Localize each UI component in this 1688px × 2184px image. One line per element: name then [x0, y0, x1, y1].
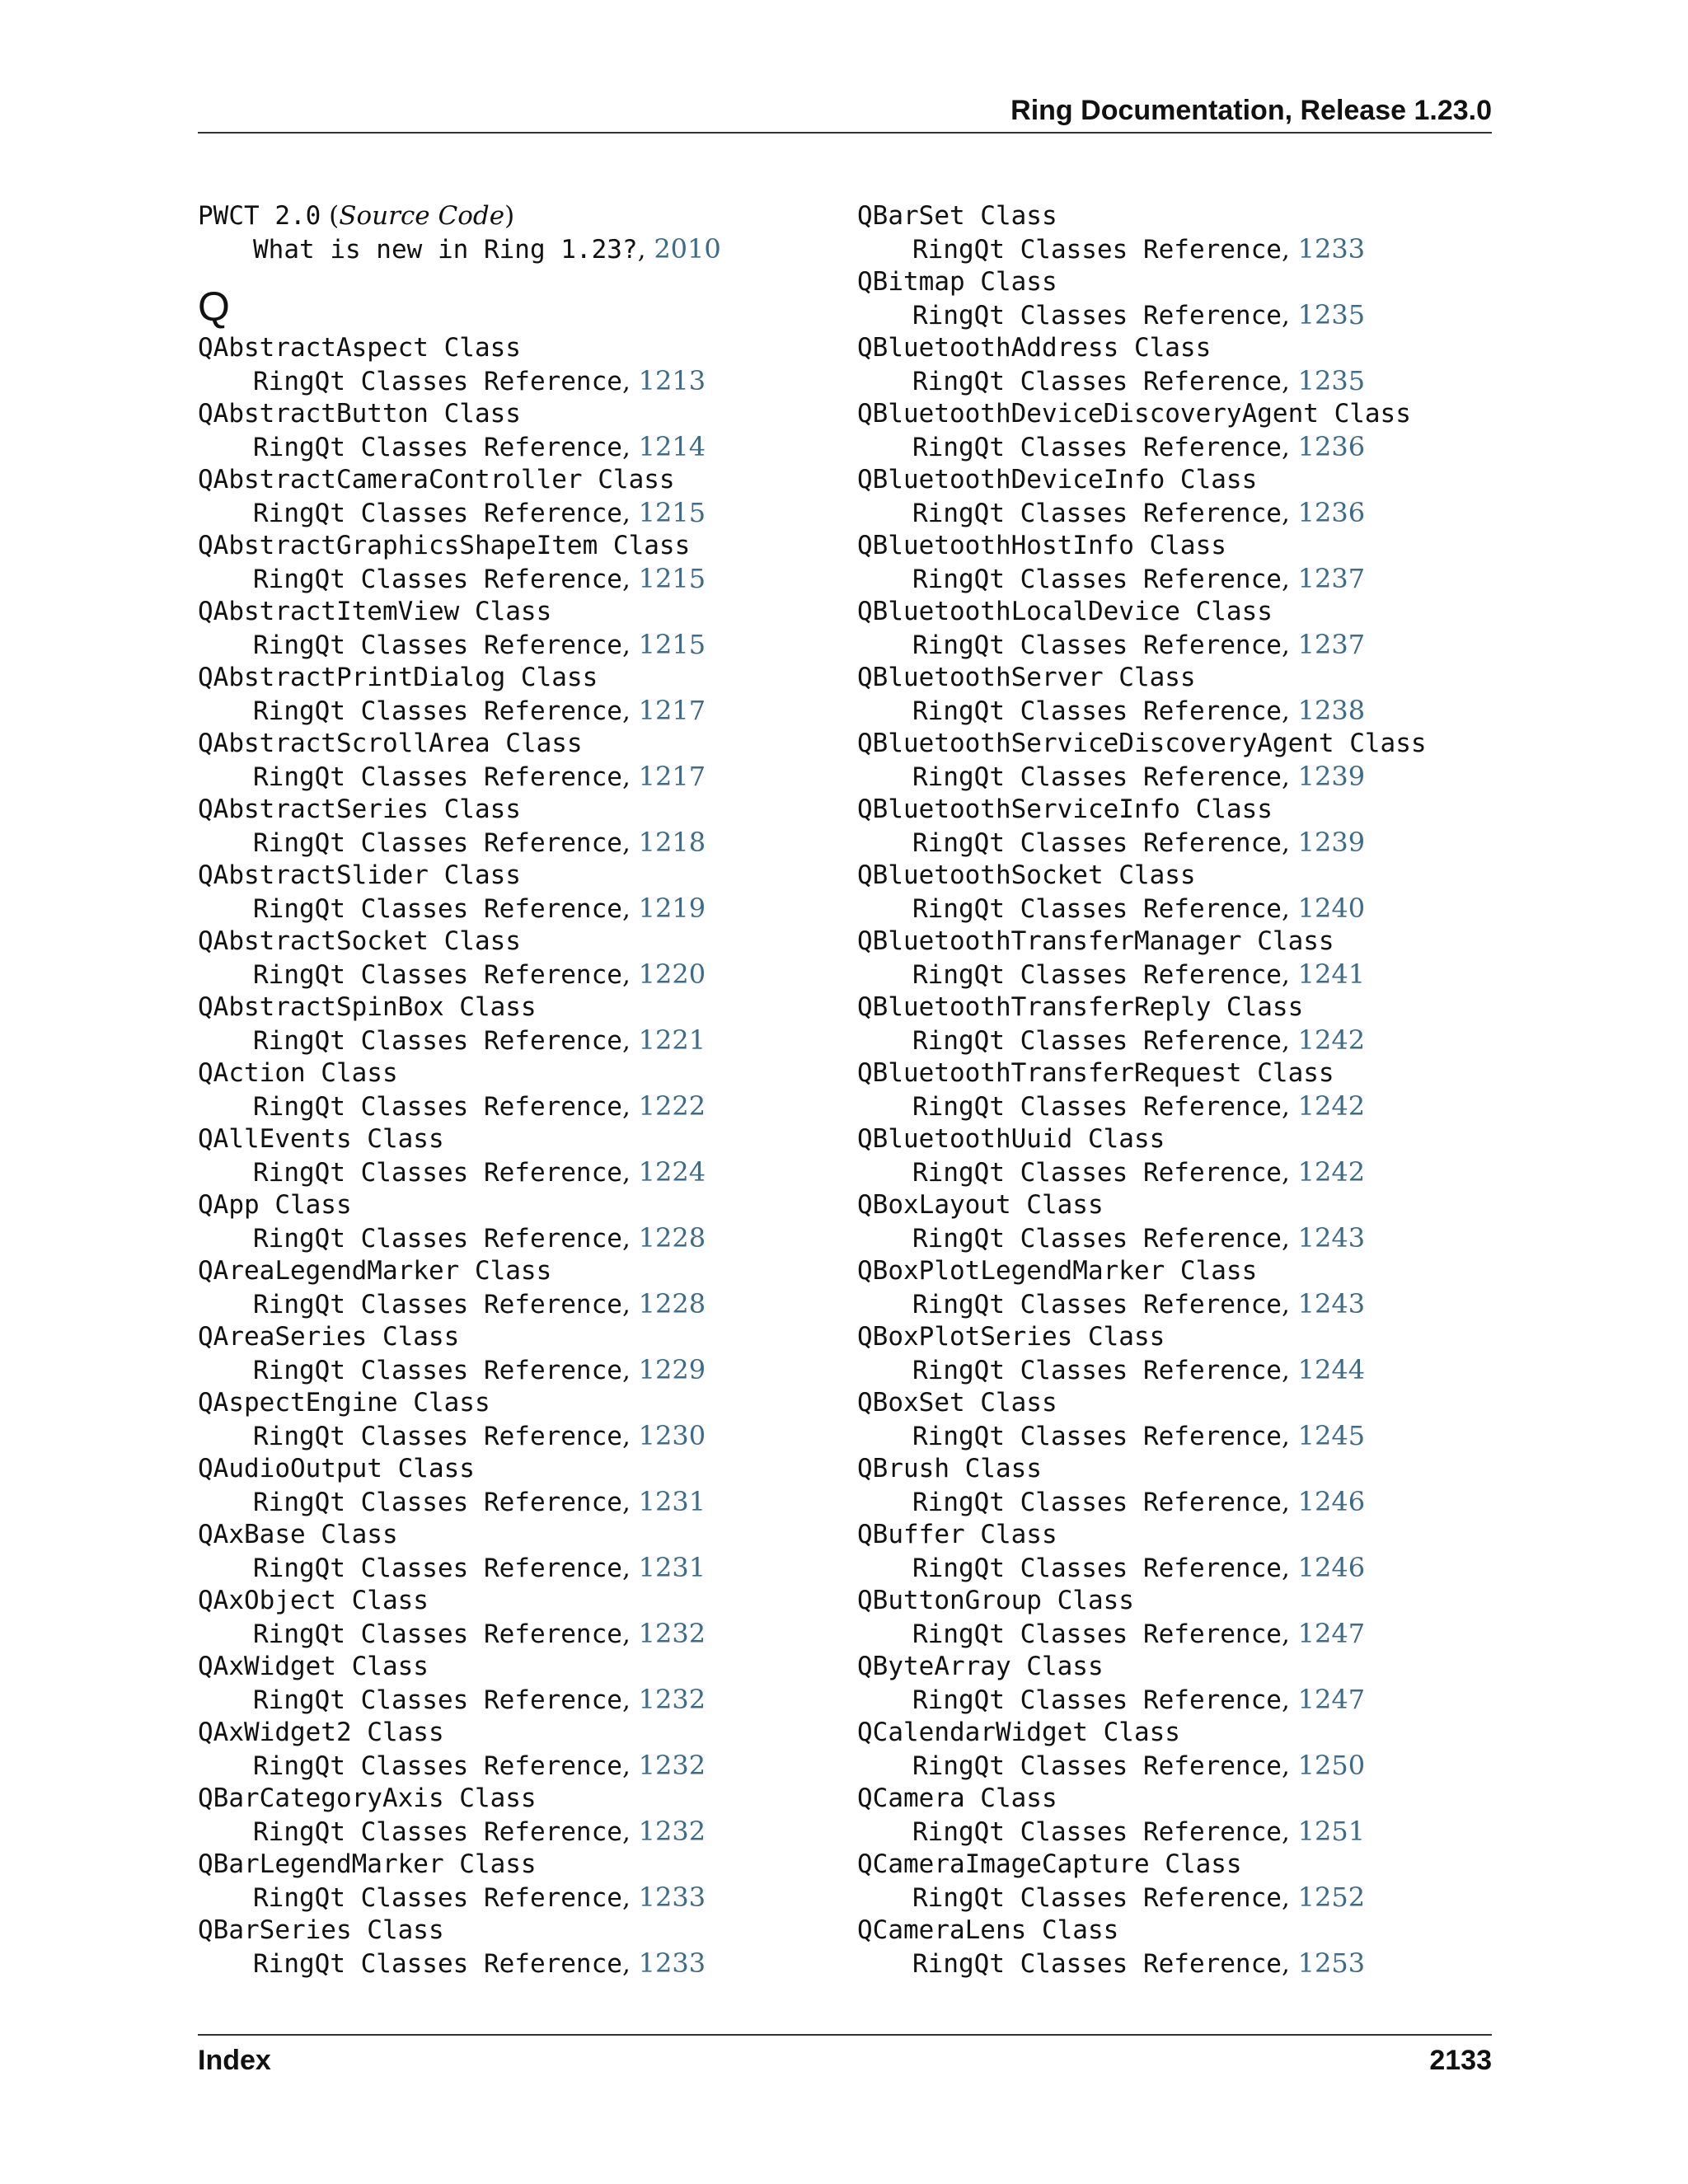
page-link[interactable]: 1222 — [638, 1090, 706, 1122]
reference-separator: , — [1281, 301, 1298, 330]
page-link[interactable]: 1237 — [1297, 563, 1366, 594]
index-reference — [198, 628, 849, 661]
index-term: QAreaSeries Class — [198, 1322, 460, 1352]
index-reference — [198, 1749, 849, 1782]
index-term: PWCT 2.0 (Source Code) — [198, 201, 515, 231]
reference-text: RingQt Classes Reference — [253, 1224, 622, 1254]
index-reference — [857, 1221, 1508, 1254]
reference-separator: , — [1281, 894, 1298, 924]
index-term: QBoxSet Class — [857, 1388, 1057, 1418]
page-link[interactable]: 1232 — [638, 1816, 706, 1847]
index-reference — [857, 760, 1508, 793]
index-reference — [198, 364, 849, 397]
reference-separator: , — [621, 1356, 639, 1385]
page-link[interactable]: 1242 — [1297, 1024, 1366, 1056]
reference-text: RingQt Classes Reference — [912, 1488, 1282, 1517]
page-link[interactable]: 1219 — [638, 893, 706, 924]
reference-text: RingQt Classes Reference — [912, 367, 1282, 396]
reference-text: RingQt Classes Reference — [912, 1554, 1282, 1583]
page-link[interactable]: 1238 — [1297, 695, 1366, 726]
page-link[interactable]: 1229 — [638, 1354, 706, 1385]
index-reference — [857, 1749, 1508, 1782]
reference-text: RingQt Classes Reference — [253, 630, 622, 660]
index-term: QCameraImageCapture Class — [857, 1849, 1242, 1879]
index-term: QBluetoothTransferRequest Class — [857, 1058, 1334, 1088]
reference-text: RingQt Classes Reference — [912, 1751, 1282, 1781]
index-term: QBluetoothServiceDiscoveryAgent Class — [857, 729, 1427, 758]
index-term: QAreaLegendMarker Class — [198, 1256, 552, 1286]
index-term: QBarCategoryAxis Class — [198, 1783, 537, 1813]
page-link[interactable]: 1215 — [638, 497, 706, 528]
index-term: QBluetoothUuid Class — [857, 1124, 1165, 1154]
reference-separator: , — [621, 1026, 639, 1056]
reference-text: RingQt Classes Reference — [912, 894, 1282, 924]
reference-text: RingQt Classes Reference — [253, 1158, 622, 1188]
reference-text: RingQt Classes Reference — [253, 762, 622, 792]
index-reference — [857, 1551, 1508, 1584]
index-reference — [857, 562, 1508, 595]
reference-text: RingQt Classes Reference — [912, 1290, 1282, 1319]
index-term: QBoxLayout Class — [857, 1190, 1104, 1220]
reference-separator: , — [621, 762, 639, 792]
reference-text: RingQt Classes Reference — [912, 828, 1282, 858]
reference-text: RingQt Classes Reference — [912, 499, 1282, 528]
reference-separator: , — [621, 960, 639, 990]
page-link[interactable]: 1233 — [638, 1882, 706, 1913]
reference-text: RingQt Classes Reference — [253, 1422, 622, 1451]
index-reference — [857, 1485, 1508, 1518]
reference-separator: , — [621, 1619, 639, 1649]
reference-text: RingQt Classes Reference — [253, 1290, 622, 1319]
page-link[interactable]: 1213 — [638, 365, 706, 396]
index-term: QAbstractButton Class — [198, 399, 521, 429]
footer-section: Index — [198, 2045, 271, 2076]
index-reference — [198, 1419, 849, 1452]
index-reference — [198, 892, 849, 925]
index-term: QAbstractCameraController Class — [198, 465, 675, 494]
reference-separator: , — [1281, 1883, 1298, 1913]
reference-text: RingQt Classes Reference — [912, 565, 1282, 594]
page-link[interactable]: 1251 — [1297, 1816, 1366, 1847]
reference-text: RingQt Classes Reference — [912, 1092, 1282, 1122]
reference-separator: , — [1281, 1356, 1298, 1385]
reference-separator: , — [1281, 1751, 1298, 1781]
page-link[interactable]: 1236 — [1297, 497, 1366, 528]
index-reference — [857, 1815, 1508, 1848]
index-reference — [198, 430, 849, 463]
reference-separator: , — [621, 1158, 639, 1188]
index-reference — [198, 1551, 849, 1584]
reference-separator: , — [1281, 1422, 1298, 1451]
index-reference — [198, 958, 849, 991]
index-reference — [198, 1881, 849, 1914]
index-term: QAxWidget2 Class — [198, 1718, 444, 1747]
index-reference — [857, 628, 1508, 661]
reference-text: RingQt Classes Reference — [912, 960, 1282, 990]
index-reference — [198, 694, 849, 727]
reference-text: RingQt Classes Reference — [253, 1751, 622, 1781]
reference-text: RingQt Classes Reference — [253, 1488, 622, 1517]
index-reference — [198, 1155, 849, 1188]
index-reference — [198, 1815, 849, 1848]
index-term: QAudioOutput Class — [198, 1454, 475, 1483]
index-term: QByteArray Class — [857, 1652, 1104, 1681]
page-link[interactable]: 1215 — [638, 563, 706, 594]
page-link[interactable]: 1220 — [638, 958, 706, 990]
page-link[interactable]: 1239 — [1297, 827, 1366, 858]
index-reference — [198, 760, 849, 793]
reference-separator: , — [1281, 696, 1298, 726]
index-reference — [198, 1947, 849, 1980]
index-reference — [857, 694, 1508, 727]
page-header — [198, 89, 1492, 134]
reference-separator: , — [1281, 1817, 1298, 1847]
page-link[interactable]: 1233 — [638, 1947, 706, 1979]
page-link[interactable]: 1230 — [638, 1420, 706, 1451]
page-link[interactable]: 1215 — [638, 629, 706, 660]
reference-text: RingQt Classes Reference — [912, 1224, 1282, 1254]
page-link[interactable]: 1232 — [638, 1684, 706, 1715]
page-link[interactable]: 1214 — [638, 431, 706, 462]
index-reference — [198, 1090, 849, 1122]
index-reference — [198, 1024, 849, 1057]
reference-separator: , — [621, 1751, 639, 1781]
index-reference — [198, 1221, 849, 1254]
reference-text: RingQt Classes Reference — [912, 1356, 1282, 1385]
reference-separator: , — [621, 696, 639, 726]
page-link[interactable]: 1235 — [1297, 365, 1366, 396]
reference-text: RingQt Classes Reference — [912, 235, 1282, 265]
reference-separator: , — [621, 1422, 639, 1451]
page-link[interactable]: 1241 — [1297, 958, 1366, 990]
reference-text: RingQt Classes Reference — [912, 630, 1282, 660]
page-link[interactable]: 1244 — [1297, 1354, 1366, 1385]
reference-separator: , — [1281, 235, 1298, 265]
reference-separator: , — [621, 1554, 639, 1583]
index-reference — [857, 892, 1508, 925]
index-reference — [198, 1485, 849, 1518]
index-reference — [198, 1617, 849, 1650]
index-column-right — [857, 199, 1508, 1980]
reference-separator: , — [1281, 1026, 1298, 1056]
page-link[interactable]: 1228 — [638, 1222, 706, 1254]
page-link[interactable]: 2010 — [654, 233, 721, 265]
index-entries-right — [857, 199, 1508, 1980]
page-link[interactable]: 1246 — [1297, 1486, 1366, 1517]
reference-text: RingQt Classes Reference — [912, 1619, 1282, 1649]
page-link[interactable]: 1228 — [638, 1288, 706, 1319]
reference-separator: , — [621, 1290, 639, 1319]
reference-text: RingQt Classes Reference — [253, 960, 622, 990]
reference-separator: , — [1281, 1224, 1298, 1254]
reference-text: RingQt Classes Reference — [253, 1817, 622, 1847]
page-link[interactable]: 1240 — [1297, 893, 1366, 924]
reference-text: RingQt Classes Reference — [253, 696, 622, 726]
index-reference: What is new in Ring 1.23?, 2010 — [253, 233, 721, 265]
index-reference — [857, 364, 1508, 397]
index-term: QBarSeries Class — [198, 1915, 444, 1945]
reference-text: RingQt Classes Reference — [912, 762, 1282, 792]
index-term: QBoxPlotLegendMarker Class — [857, 1256, 1258, 1286]
reference-separator: , — [621, 1224, 639, 1254]
index-term: QAxWidget Class — [198, 1652, 429, 1681]
reference-text: RingQt Classes Reference — [253, 367, 622, 396]
index-reference — [857, 1947, 1508, 1980]
page-link[interactable]: 1250 — [1297, 1750, 1366, 1781]
reference-text: RingQt Classes Reference — [253, 1685, 622, 1715]
document-title: Ring Documentation, Release 1.23.0 — [1010, 95, 1492, 126]
index-term: QAbstractItemView Class — [198, 597, 552, 626]
index-reference — [198, 496, 849, 529]
index-term: QButtonGroup Class — [857, 1586, 1134, 1615]
reference-separator: , — [621, 1092, 639, 1122]
reference-text: RingQt Classes Reference — [912, 301, 1282, 330]
reference-separator: , — [621, 367, 639, 396]
page-footer — [198, 2034, 1492, 2082]
reference-separator: , — [621, 828, 639, 858]
page-link[interactable]: 1243 — [1297, 1288, 1366, 1319]
reference-text: RingQt Classes Reference — [253, 1949, 622, 1979]
reference-separator: , — [1281, 499, 1298, 528]
page-link[interactable]: 1245 — [1297, 1420, 1366, 1451]
index-term: QBrush Class — [857, 1454, 1042, 1483]
index-term: QAbstractSocket Class — [198, 926, 521, 956]
index-term: QBuffer Class — [857, 1520, 1057, 1549]
reference-text: RingQt Classes Reference — [912, 433, 1282, 462]
index-term: QAbstractPrintDialog Class — [198, 663, 598, 692]
reference-separator: , — [1281, 565, 1298, 594]
reference-text: RingQt Classes Reference — [912, 1883, 1282, 1913]
reference-separator: , — [621, 1949, 639, 1979]
index-reference — [857, 1881, 1508, 1914]
reference-separator: , — [1281, 1554, 1298, 1583]
index-term: QBluetoothLocalDevice Class — [857, 597, 1273, 626]
reference-separator: , — [621, 894, 639, 924]
reference-text: RingQt Classes Reference — [253, 565, 622, 594]
reference-separator: , — [621, 565, 639, 594]
reference-text: RingQt Classes Reference — [253, 894, 622, 924]
page-link[interactable]: 1253 — [1297, 1947, 1366, 1979]
page-link[interactable]: 1246 — [1297, 1552, 1366, 1583]
page-link[interactable]: 1232 — [638, 1618, 706, 1649]
page-link[interactable]: 1217 — [638, 695, 706, 726]
index-term: QAspectEngine Class — [198, 1388, 490, 1418]
page-link[interactable]: 1242 — [1297, 1090, 1366, 1122]
index-term: QAxObject Class — [198, 1586, 429, 1615]
index-entries-left — [198, 331, 849, 1980]
reference-text: RingQt Classes Reference — [912, 1026, 1282, 1056]
index-term: QBluetoothDeviceInfo Class — [857, 465, 1258, 494]
reference-separator: , — [621, 630, 639, 660]
page-link[interactable]: 1231 — [638, 1552, 706, 1583]
index-term: QAbstractGraphicsShapeItem Class — [198, 531, 691, 560]
reference-text: RingQt Classes Reference — [253, 1092, 622, 1122]
reference-text: RingQt Classes Reference — [253, 433, 622, 462]
reference-separator: , — [1281, 960, 1298, 990]
page-link[interactable]: 1236 — [1297, 431, 1366, 462]
index-term: QBluetoothTransferReply Class — [857, 992, 1304, 1022]
index-reference — [198, 1287, 849, 1320]
reference-text: RingQt Classes Reference — [253, 1554, 622, 1583]
reference-separator: , — [621, 1883, 639, 1913]
reference-separator: , — [1281, 1619, 1298, 1649]
page-link[interactable]: 1247 — [1297, 1618, 1366, 1649]
index-reference — [857, 1287, 1508, 1320]
footer-page-number: 2133 — [1429, 2045, 1492, 2076]
reference-separator: , — [1281, 828, 1298, 858]
index-reference — [857, 298, 1508, 331]
reference-separator: , — [1281, 433, 1298, 462]
index-term: QBluetoothAddress Class — [857, 333, 1212, 363]
page-link[interactable]: 1217 — [638, 761, 706, 792]
reference-separator: , — [1281, 1092, 1298, 1122]
index-reference — [857, 1683, 1508, 1716]
page-link[interactable]: 1231 — [638, 1486, 706, 1517]
reference-separator: , — [1281, 1158, 1298, 1188]
reference-separator: , — [621, 1817, 639, 1847]
index-term: QBarLegendMarker Class — [198, 1849, 537, 1879]
index-term: QBarSet Class — [857, 201, 1057, 231]
source-code-label: Source Code — [339, 201, 505, 231]
reference-text: RingQt Classes Reference — [253, 828, 622, 858]
reference-text: RingQt Classes Reference — [912, 1685, 1282, 1715]
page-link[interactable]: 1235 — [1297, 299, 1366, 330]
page-link[interactable]: 1239 — [1297, 761, 1366, 792]
reference-separator: , — [621, 1685, 639, 1715]
reference-text: RingQt Classes Reference — [253, 499, 622, 528]
index-reference — [198, 826, 849, 859]
reference-text: RingQt Classes Reference — [253, 1619, 622, 1649]
index-letter-heading: Q — [198, 284, 230, 330]
page-link[interactable]: 1232 — [638, 1750, 706, 1781]
index-term: QBluetoothTransferManager Class — [857, 926, 1334, 956]
index-reference — [857, 1617, 1508, 1650]
index-term: QBluetoothHostInfo Class — [857, 531, 1226, 560]
index-term: QAbstractSpinBox Class — [198, 992, 537, 1022]
index-reference — [198, 1353, 849, 1386]
page-link[interactable]: 1221 — [638, 1024, 706, 1056]
index-reference — [857, 826, 1508, 859]
page-link[interactable]: 1237 — [1297, 629, 1366, 660]
index-term: QAxBase Class — [198, 1520, 398, 1549]
index-term: QBluetoothServiceInfo Class — [857, 794, 1273, 824]
reference-text: RingQt Classes Reference — [912, 1817, 1282, 1847]
page-link[interactable]: 1242 — [1297, 1156, 1366, 1188]
reference-separator: , — [1281, 630, 1298, 660]
index-reference — [857, 1155, 1508, 1188]
page-link[interactable]: 1243 — [1297, 1222, 1366, 1254]
page-link[interactable]: 1252 — [1297, 1882, 1366, 1913]
index-term: QAbstractSlider Class — [198, 860, 521, 890]
reference-separator: , — [621, 499, 639, 528]
index-column-left — [198, 199, 849, 1980]
reference-separator: , — [1281, 1685, 1298, 1715]
reference-separator: , — [621, 433, 639, 462]
reference-separator: , — [1281, 1488, 1298, 1517]
index-reference — [857, 232, 1508, 265]
reference-separator: , — [1281, 762, 1298, 792]
index-reference — [857, 1419, 1508, 1452]
index-term: QCalendarWidget Class — [857, 1718, 1180, 1747]
index-reference — [857, 430, 1508, 463]
reference-separator: , — [621, 1488, 639, 1517]
index-term: QAbstractScrollArea Class — [198, 729, 583, 758]
page-link[interactable]: 1224 — [638, 1156, 706, 1188]
reference-text: RingQt Classes Reference — [912, 1158, 1282, 1188]
index-term: QBoxPlotSeries Class — [857, 1322, 1165, 1352]
reference-text: RingQt Classes Reference — [253, 1883, 622, 1913]
index-term: QCamera Class — [857, 1783, 1057, 1813]
reference-separator: , — [1281, 367, 1298, 396]
index-reference — [198, 562, 849, 595]
reference-text: RingQt Classes Reference — [912, 696, 1282, 726]
reference-text: RingQt Classes Reference — [912, 1422, 1282, 1451]
index-term: QBluetoothSocket Class — [857, 860, 1196, 890]
index-reference — [857, 496, 1508, 529]
reference-separator: , — [1281, 1290, 1298, 1319]
reference-text: RingQt Classes Reference — [253, 1026, 622, 1056]
index-term: QAllEvents Class — [198, 1124, 444, 1154]
index-term: QCameraLens Class — [857, 1915, 1119, 1945]
index-term: QAbstractSeries Class — [198, 794, 521, 824]
page-link[interactable]: 1247 — [1297, 1684, 1366, 1715]
index-term: QBluetoothServer Class — [857, 663, 1196, 692]
index-term: QApp Class — [198, 1190, 352, 1220]
index-reference — [857, 1353, 1508, 1386]
index-reference — [857, 958, 1508, 991]
index-term: QBitmap Class — [857, 267, 1057, 297]
index-reference — [857, 1090, 1508, 1122]
index-term: QAction Class — [198, 1058, 398, 1088]
index-term: QAbstractAspect Class — [198, 333, 521, 363]
index-reference — [857, 1024, 1508, 1057]
index-reference — [198, 1683, 849, 1716]
reference-text: RingQt Classes Reference — [253, 1356, 622, 1385]
page-link[interactable]: 1218 — [638, 827, 706, 858]
reference-separator: , — [1281, 1949, 1298, 1979]
page-link[interactable]: 1233 — [1297, 233, 1366, 265]
reference-text: RingQt Classes Reference — [912, 1949, 1282, 1979]
index-term: QBluetoothDeviceDiscoveryAgent Class — [857, 399, 1411, 429]
